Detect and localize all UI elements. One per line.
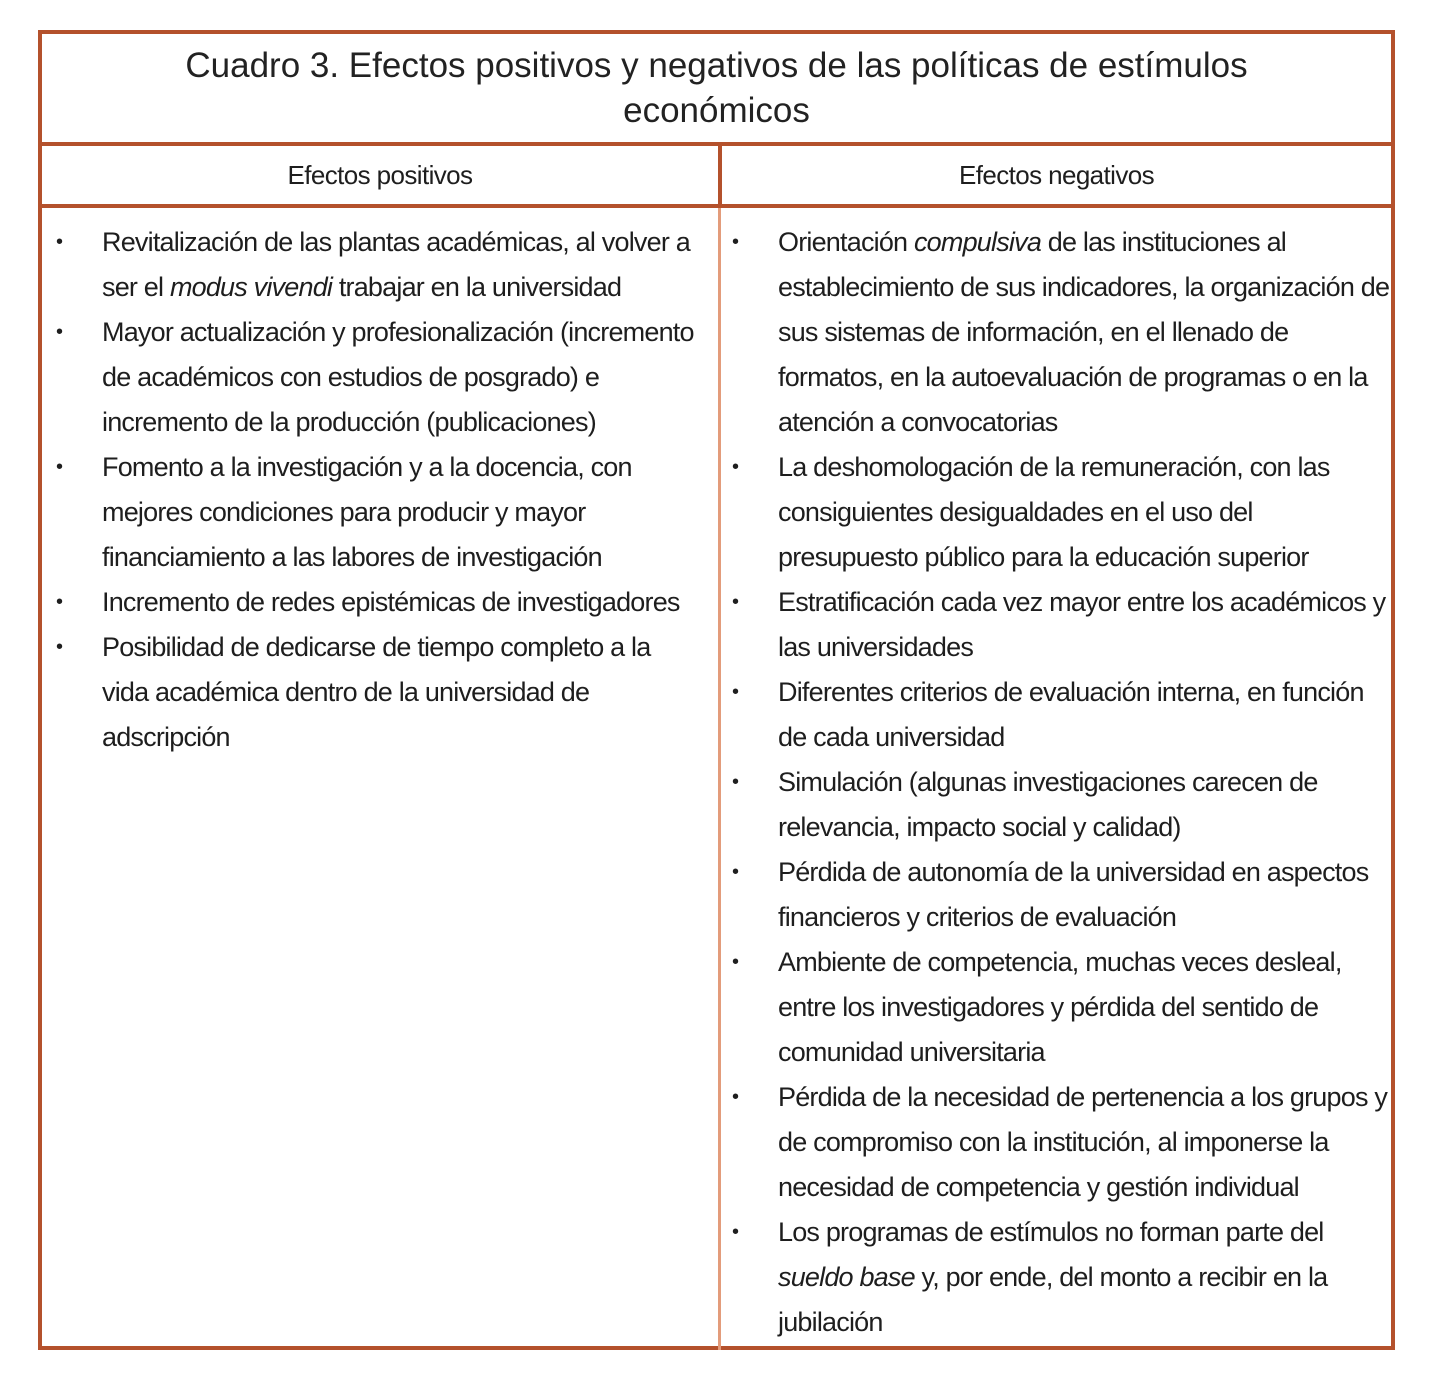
list-item: • Mayor actualización y profesionalización (incremento de académicos con estudios de posgrado) e incremento de la producción (publicaciones) [56, 310, 696, 445]
positive-effects-list [56, 220, 696, 760]
table-title: Cuadro 3. Efectos positivos y negativos de las políticas de estímulos económicos [42, 34, 1391, 146]
bullet-icon: • [732, 951, 739, 973]
list-item: • Incremento de redes epistémicas de investigadores [56, 580, 696, 625]
list-item: • Revitalización de las plantas académicas, al volver a ser el modus vivendi trabajar en la universidad [56, 220, 696, 310]
bullet-icon: • [732, 1086, 739, 1108]
list-item: • Diferentes criterios de evaluación interna, en función de cada universidad [732, 670, 1392, 760]
list-item: • Simulación (algunas investigaciones carecen de relevancia, impacto social y calidad) [732, 760, 1392, 850]
bullet-icon: • [732, 456, 739, 478]
bullet-icon: • [732, 231, 739, 253]
bullet-icon: • [732, 1221, 739, 1243]
list-item: • Posibilidad de dedicarse de tiempo completo a la vida académica dentro de la universidad de adscripción [56, 625, 696, 760]
negative-effects-list [732, 220, 1392, 1345]
list-item: • Fomento a la investigación y a la docencia, con mejores condiciones para producir y mayor financiamiento a las labores de investigación [56, 445, 696, 580]
list-item: • Pérdida de la necesidad de pertenencia a los grupos y de compromiso con la institución, al imponerse la necesidad de competencia y gestión individual [732, 1075, 1392, 1210]
header-column-divider [718, 146, 722, 208]
bullet-icon: • [732, 591, 739, 613]
list-item: • Estratificación cada vez mayor entre los académicos y las universidades [732, 580, 1392, 670]
bullet-icon: • [56, 456, 63, 478]
table-header-row [42, 146, 1391, 208]
bullet-icon: • [732, 861, 739, 883]
body-column-divider [718, 208, 721, 1350]
list-item: • Ambiente de competencia, muchas veces desleal, entre los investigadores y pérdida del sentido de comunidad universitaria [732, 940, 1392, 1075]
bullet-icon: • [56, 591, 63, 613]
bullet-icon: • [56, 231, 63, 253]
bullet-icon: • [732, 681, 739, 703]
bullet-icon: • [56, 321, 63, 343]
column-header-positive: Efectos positivos [287, 159, 473, 190]
bullet-icon: • [56, 636, 63, 658]
column-header-negative: Efectos negativos [958, 159, 1155, 190]
list-item: • Orientación compulsiva de las instituciones al establecimiento de sus indicadores, la organización de sus sistemas de información, en el llenado de formatos, en la autoevaluación de programas o en la atención a convocatorias [732, 220, 1392, 445]
list-item: • Los programas de estímulos no forman parte del sueldo base y, por ende, del monto a recibir en la jubilación [732, 1210, 1392, 1345]
bullet-icon: • [732, 771, 739, 793]
effects-table [38, 30, 1395, 1350]
list-item: • La deshomologación de la remuneración, con las consiguientes desigualdades en el uso del presupuesto público para la educación superior [732, 445, 1392, 580]
list-item: • Pérdida de autonomía de la universidad en aspectos financieros y criterios de evaluación [732, 850, 1392, 940]
